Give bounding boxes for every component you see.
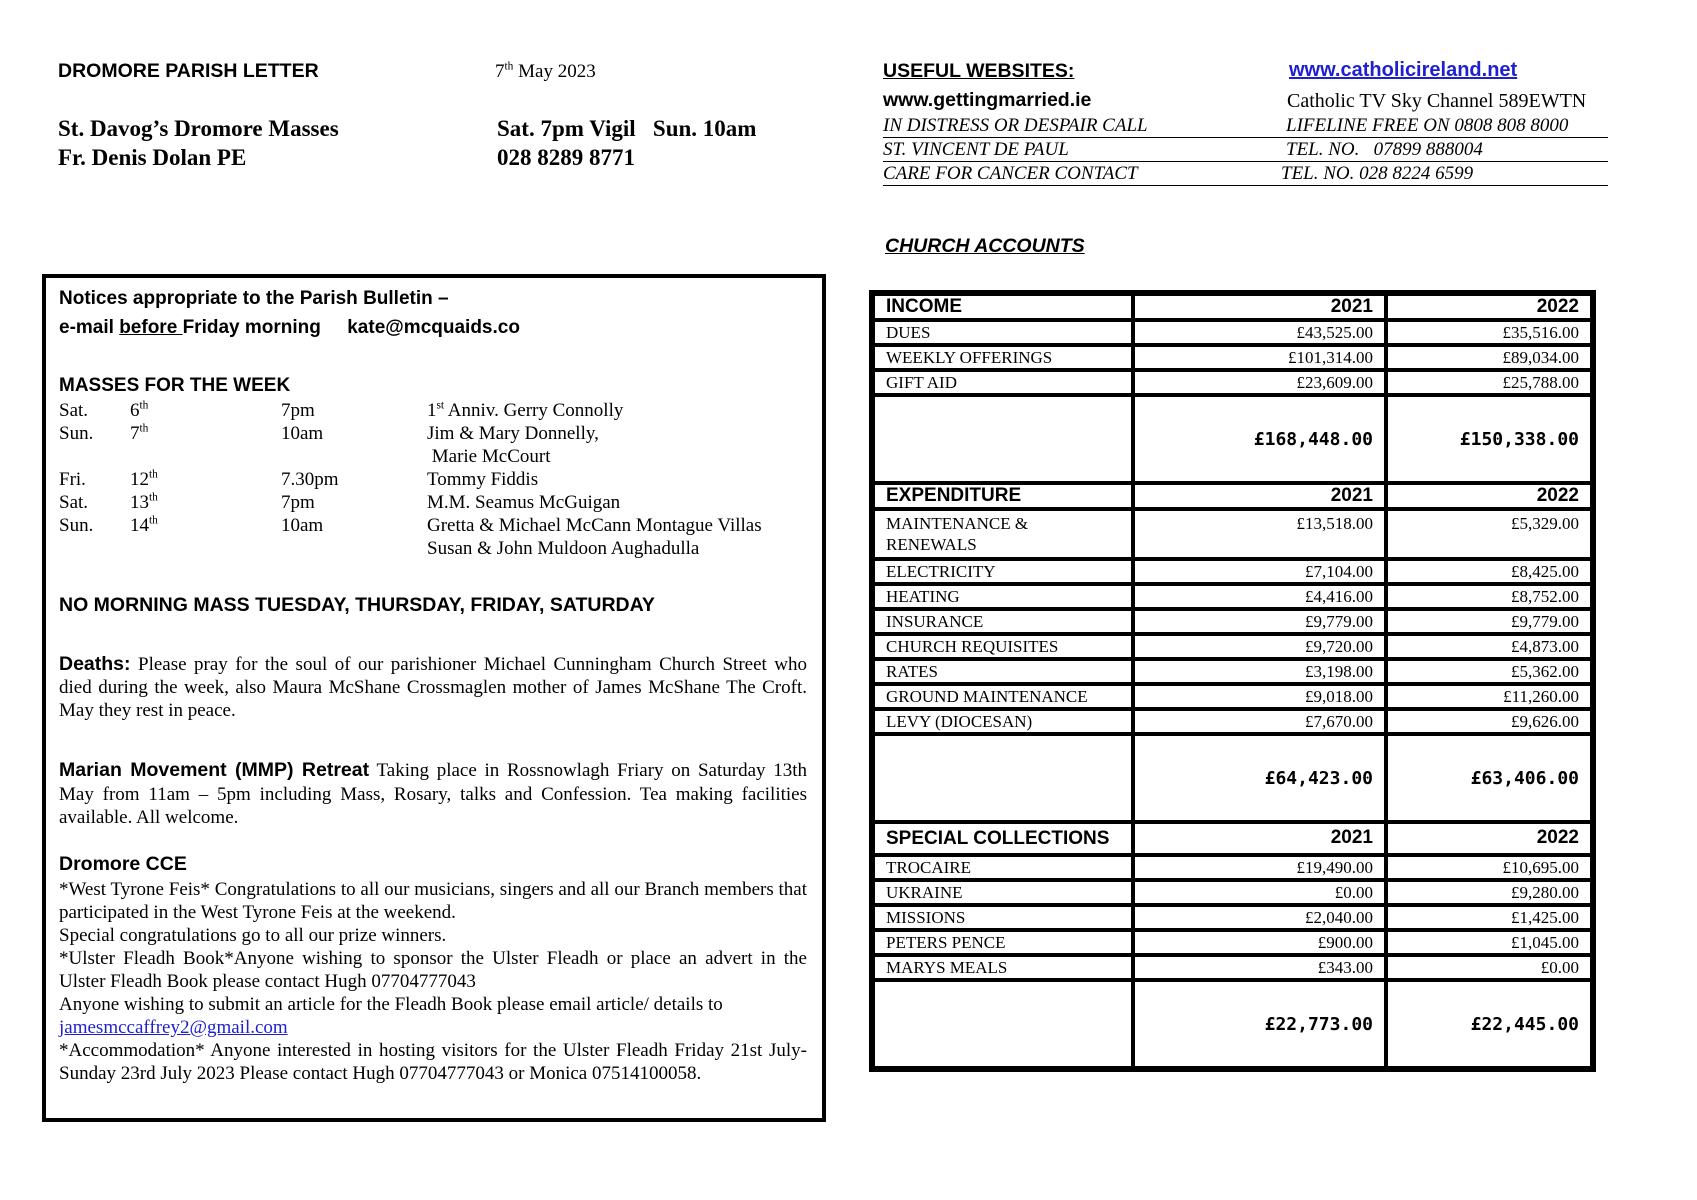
website-row-label: IN DISTRESS OR DESPAIR CALL (883, 115, 1148, 136)
mass-intention: Jim & Mary Donnelly, (427, 423, 599, 444)
value-2022: £4,873.00 (1386, 634, 1592, 659)
website-row-value: TEL. NO. 028 8224 6599 (1281, 163, 1474, 184)
masses-heading: MASSES FOR THE WEEK (59, 375, 291, 396)
value-2021: £9,018.00 (1133, 684, 1386, 709)
mass-intention: Tommy Fiddis (427, 469, 539, 490)
income-total-2021: £168,448.00 (1133, 395, 1386, 483)
table-row (873, 930, 1592, 955)
email-line-pre: e-mail (59, 317, 120, 338)
table-row (873, 370, 1592, 395)
priest-phone: 028 8289 8771 (497, 145, 635, 170)
value-2021: £23,609.00 (1133, 370, 1386, 395)
mass-day: Sat. (59, 492, 89, 513)
value-2021: £9,720.00 (1133, 634, 1386, 659)
website-row-svdp (883, 139, 1608, 162)
church-accounts-heading: CHURCH ACCOUNTS (885, 235, 1085, 257)
row-label: LEVY (DIOCESAN) (873, 709, 1133, 734)
cce-feis-paragraph: *West Tyrone Feis* Congratulations to all our musicians, singers and all our Branch members that participated in the West Tyrone Feis at the weekend. (59, 879, 807, 923)
row-label: MARYS MEALS (873, 955, 1133, 980)
value-2021: £19,490.00 (1133, 855, 1386, 880)
row-label: RATES (873, 659, 1133, 684)
website-row-value: LIFELINE FREE ON 0808 808 8000 (1286, 115, 1569, 136)
table-row (873, 855, 1592, 880)
value-2022: £1,425.00 (1386, 905, 1592, 930)
mass-date: 7th (130, 422, 149, 444)
table-row (873, 709, 1592, 734)
row-label: TROCAIRE (873, 855, 1133, 880)
mass-intention: Marie McCourt (427, 446, 551, 467)
table-row (873, 559, 1592, 584)
value-2021: £2,040.00 (1133, 905, 1386, 930)
special-total-2021: £22,773.00 (1133, 980, 1386, 1068)
church-masses-label: St. Davog’s Dromore Masses (58, 116, 339, 141)
value-2022: £89,034.00 (1386, 345, 1592, 370)
row-label: PETERS PENCE (873, 930, 1133, 955)
table-row (873, 684, 1592, 709)
mass-time: 10am (281, 423, 324, 444)
cce-fleadh-book-paragraph: *Ulster Fleadh Book*Anyone wishing to sponsor the Ulster Fleadh or place an advert in the Ulster Fleadh Book please contact Hugh 07704777043 (59, 948, 807, 992)
gettingmarried-link[interactable]: www.gettingmarried.ie (883, 89, 1092, 111)
deaths-label: Deaths: (59, 653, 131, 675)
deaths-text: Please pray for the soul of our parishioner Michael Cunningham Church Street who died during the week, also Maura McShane Crossmaglen mother of James McShane The Croft. May they rest in peace. (59, 654, 807, 721)
cce-accommodation-paragraph: *Accommodation* Anyone interested in hosting visitors for the Ulster Fleadh Friday 21st July- Sunday 23rd July 2023 Please contact Hugh 07704777043 or Monica 07514100058. (59, 1040, 807, 1084)
website-row-label: ST. VINCENT DE PAUL (883, 139, 1069, 160)
value-2021: £343.00 (1133, 955, 1386, 980)
table-row (873, 659, 1592, 684)
special-collections-header-row (873, 822, 1592, 855)
row-label: DUES (873, 320, 1133, 345)
mass-date: 13th (130, 491, 158, 513)
row-label: MAINTENANCE & RENEWALS (873, 509, 1133, 559)
expenditure-total-2021: £64,423.00 (1133, 734, 1386, 822)
notices-email-line (59, 317, 520, 339)
row-label: WEEKLY OFFERINGS (873, 345, 1133, 370)
mass-time: 7pm (281, 400, 315, 421)
value-2021: £7,104.00 (1133, 559, 1386, 584)
value-2022: £1,045.00 (1386, 930, 1592, 955)
email-line-address: Friday morning kate@mcquaids.co (182, 317, 520, 338)
row-label: GROUND MAINTENANCE (873, 684, 1133, 709)
value-2021: £13,518.00 (1133, 509, 1386, 559)
priest-name: Fr. Denis Dolan PE (58, 145, 247, 170)
row-label: UKRAINE (873, 880, 1133, 905)
row-label: GIFT AID (873, 370, 1133, 395)
value-2021: £43,525.00 (1133, 320, 1386, 345)
letter-date (495, 61, 596, 83)
table-row (873, 634, 1592, 659)
catholicireland-link[interactable]: www.catholicireland.net (1289, 59, 1518, 81)
notices-heading: Notices appropriate to the Parish Bulletin – (59, 288, 449, 309)
mass-time: 7.30pm (281, 469, 339, 490)
table-row (873, 905, 1592, 930)
income-total-2022: £150,338.00 (1386, 395, 1592, 483)
row-label: INSURANCE (873, 609, 1133, 634)
row-label: HEATING (873, 584, 1133, 609)
year-2022-header: 2022 (1386, 483, 1592, 509)
year-2021-header: 2021 (1133, 294, 1386, 320)
email-line-before: before (119, 317, 183, 338)
income-label: INCOME (873, 294, 1133, 320)
date-suffix: th (504, 60, 514, 73)
mass-time: 7pm (281, 492, 315, 513)
table-row (873, 320, 1592, 345)
catholic-tv-channel: Catholic TV Sky Channel 589EWTN (1287, 90, 1587, 112)
special-collections-total-row (873, 980, 1592, 1068)
value-2022: £8,752.00 (1386, 584, 1592, 609)
row-label: MISSIONS (873, 905, 1133, 930)
value-2022: £8,425.00 (1386, 559, 1592, 584)
value-2021: £0.00 (1133, 880, 1386, 905)
mass-times: Sat. 7pm Vigil Sun. 10am (497, 116, 757, 141)
mass-day: Sat. (59, 400, 89, 421)
cce-prize-paragraph: Special congratulations go to all our prize winners. (59, 925, 447, 946)
value-2021: £7,670.00 (1133, 709, 1386, 734)
date-month-year: May 2023 (513, 61, 596, 82)
special-total-2022: £22,445.00 (1386, 980, 1592, 1068)
table-row (873, 609, 1592, 634)
income-header-row (873, 294, 1592, 320)
value-2022: £9,280.00 (1386, 880, 1592, 905)
year-2022-header: 2022 (1386, 822, 1592, 855)
row-label: ELECTRICITY (873, 559, 1133, 584)
mass-intention: Gretta & Michael McCann Montague Villas (427, 515, 762, 536)
value-2021: £4,416.00 (1133, 584, 1386, 609)
year-2021-header: 2021 (1133, 483, 1386, 509)
value-2022: £35,516.00 (1386, 320, 1592, 345)
value-2021: £3,198.00 (1133, 659, 1386, 684)
value-2022: £9,779.00 (1386, 609, 1592, 634)
table-row (873, 880, 1592, 905)
value-2022: £0.00 (1386, 955, 1592, 980)
value-2022: £5,362.00 (1386, 659, 1592, 684)
website-row-value: TEL. NO. 07899 888004 (1286, 139, 1483, 160)
total-blank (873, 734, 1133, 822)
mass-day: Sun. (59, 423, 94, 444)
date-day: 7 (495, 61, 505, 82)
deaths-notice (59, 653, 807, 722)
row-label: CHURCH REQUISITES (873, 634, 1133, 659)
church-accounts-table (869, 290, 1596, 1072)
mass-date: 12th (130, 468, 158, 490)
websites-heading: USEFUL WEBSITES: (883, 60, 1075, 82)
website-row-cancer (883, 163, 1608, 186)
mass-date: 14th (130, 514, 158, 536)
website-row-label: CARE FOR CANCER CONTACT (883, 163, 1138, 184)
mass-intention: 1st Anniv. Gerry Connolly (427, 399, 624, 421)
cce-heading: Dromore CCE (59, 853, 187, 875)
mass-intention: M.M. Seamus McGuigan (427, 492, 621, 513)
value-2022: £9,626.00 (1386, 709, 1592, 734)
year-2022-header: 2022 (1386, 294, 1592, 320)
value-2021: £101,314.00 (1133, 345, 1386, 370)
expenditure-total-2022: £63,406.00 (1386, 734, 1592, 822)
value-2022: £11,260.00 (1386, 684, 1592, 709)
cce-email-link[interactable]: jamesmccaffrey2@gmail.com (59, 1017, 288, 1038)
expenditure-header-row (873, 483, 1592, 509)
mass-day: Fri. (59, 469, 86, 490)
mass-intention: Susan & John Muldoon Aughadulla (427, 538, 700, 559)
value-2022: £10,695.00 (1386, 855, 1592, 880)
cce-notices (59, 878, 807, 1085)
no-morning-mass-notice: NO MORNING MASS TUESDAY, THURSDAY, FRIDAY, SATURDAY (59, 594, 655, 616)
mass-day: Sun. (59, 515, 94, 536)
value-2022: £25,788.00 (1386, 370, 1592, 395)
special-collections-label: SPECIAL COLLECTIONS (873, 822, 1133, 855)
value-2022: £5,329.00 (1386, 509, 1592, 559)
table-row (873, 584, 1592, 609)
notices-box (42, 274, 826, 1122)
mass-time: 10am (281, 515, 324, 536)
parish-letter-title: DROMORE PARISH LETTER (58, 60, 319, 82)
table-row (873, 955, 1592, 980)
table-row (873, 345, 1592, 370)
value-2021: £900.00 (1133, 930, 1386, 955)
total-blank (873, 980, 1133, 1068)
table-row (873, 509, 1592, 559)
value-2021: £9,779.00 (1133, 609, 1386, 634)
expenditure-total-row (873, 734, 1592, 822)
cce-article-paragraph: Anyone wishing to submit an article for the Fleadh Book please email article/ details to (59, 994, 723, 1015)
year-2021-header: 2021 (1133, 822, 1386, 855)
mass-date: 6th (130, 399, 149, 421)
marian-label: Marian Movement (MMP) Retreat (59, 759, 370, 781)
total-blank (873, 395, 1133, 483)
marian-text: Taking place in Rossnowlagh Friary on Saturday 13th May from 11am – 5pm including Mass, Rosary, talks and Confession. Tea making facilities available. All welcome. (59, 760, 808, 828)
marian-retreat-notice (59, 759, 807, 830)
income-total-row (873, 395, 1592, 483)
website-row-distress (883, 115, 1608, 138)
expenditure-label: EXPENDITURE (873, 483, 1133, 509)
